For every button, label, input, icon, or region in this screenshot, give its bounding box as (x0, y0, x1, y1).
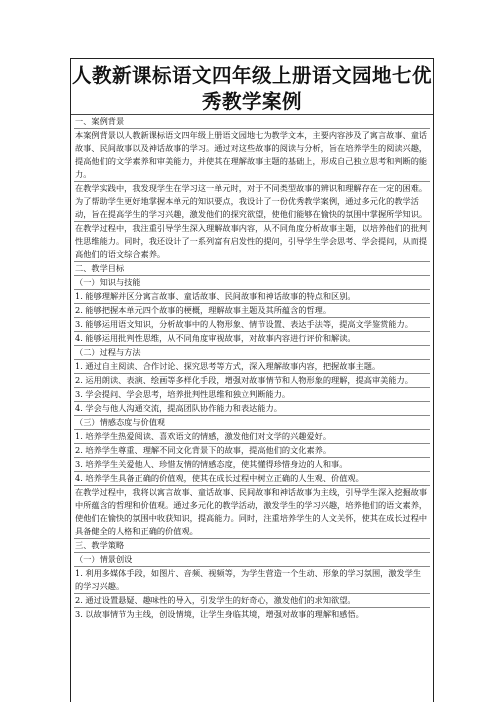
subheading: （二）过程与方法 (74, 346, 430, 360)
list-item: 4. 培养学生具备正确的价值观，使其在成长过程中树立正确的人生观、价值观。 (74, 472, 430, 486)
list-item: 2. 能够把握本单元四个故事的梗概，理解故事主题及其所蕴含的哲理。 (74, 304, 430, 318)
list-item: 1. 培养学生热爱阅读、喜欢语文的情感，激发他们对文学的兴趣爱好。 (74, 430, 430, 444)
section-heading-background: 一、案例背景 (74, 115, 430, 129)
list-item: 2. 培养学生尊重、理解不同文化背景下的故事，提高他们的文化素养。 (74, 444, 430, 458)
list-item: 1. 利用多媒体手段，如图片、音频、视频等，为学生营造一个生动、形象的学习氛围，激发学生的学习兴趣。 (74, 567, 430, 594)
list-item: 3. 学会提问、学会思考，培养批判性思维和独立判断能力。 (74, 388, 430, 402)
section-heading-goals: 二、教学目标 (74, 262, 430, 276)
list-item: 2. 运用朗读、表演、绘画等多样化手段，增强对故事情节和人物形象的理解，提高审美能力。 (74, 374, 430, 388)
paragraph: 在教学过程中，我注重引导学生深入理解故事内容，从不同角度分析故事主题，以培养他们的批判性思维能力。同时，我还设计了一系列富有启发性的提问，引导学生学会思考、学会提问，从而提高他们的语文综合素养。 (74, 222, 430, 262)
list-item: 3. 以故事情节为主线，创设情境，让学生身临其境，增强对故事的理解和感悟。 (75, 609, 364, 619)
list-item: 4. 学会与他人沟通交流，提高团队协作能力和表达能力。 (74, 402, 430, 416)
list-item: 4. 能够运用批判性思维，从不同角度审视故事，对故事内容进行评价和解读。 (74, 332, 430, 346)
document-body (71, 115, 433, 621)
paragraph: 本案例背景以人教新课标语文四年级上册语文园地七为教学文本，主要内容涉及了寓言故事、童话故事、民间故事以及神话故事的学习。通过对这些故事的阅读与分析，旨在培养学生的阅读兴趣，提高他们的文学素养和审美能力，并使其在理解故事主题的基础上，形成自己独立思考和判断的能力。 (74, 129, 430, 182)
list-item: 1. 能够理解并区分寓言故事、童话故事、民间故事和神话故事的特点和区别。 (74, 290, 430, 304)
list-item: 2. 通过设置悬疑、趣味性的导入，引发学生的好奇心，激发他们的求知欲望。 (74, 594, 430, 608)
paragraph: 在教学过程中，我将以寓言故事、童话故事、民间故事和神话故事为主线，引导学生深入挖掘故事中所蕴含的哲理和价值观。通过多元化的教学活动，激发学生的学习兴趣，培养他们的语文素养，使他们在愉快的氛围中收获知识，提高能力。同时，注重培养学生的人文关怀，使其在成长过程中具备健全的人格和正确的价值观。 (74, 486, 430, 539)
paragraph: 在教学实践中，我发现学生在学习这一单元时，对于不同类型故事的辨识和理解存在一定的困难。为了帮助学生更好地掌握本单元的知识要点，我设计了一份优秀教学案例，通过多元化的教学活动，旨在提高学生的学习兴趣，激发他们的探究欲望，使他们能够在愉快的氛围中掌握所学知识。 (74, 182, 430, 222)
document-title: 人教新课标语文四年级上册语文园地七优秀教学案例 (71, 59, 433, 115)
list-item: 3. 培养学生关爱他人、珍惜友情的情感态度，使其懂得珍惜身边的人和事。 (74, 458, 430, 472)
section-heading-strategy: 三、教学策略 (74, 539, 430, 553)
list-item: 1. 通过自主阅读、合作讨论、探究思考等方式，深入理解故事内容，把握故事主题。 (74, 360, 430, 374)
subheading: （一）情景创设 (74, 553, 430, 567)
list-item: 3. 能够运用语文知识，分析故事中的人物形象、情节设置、表达手法等，提高文学鉴赏能力。 (74, 318, 430, 332)
document-frame (70, 58, 434, 702)
subheading: （一）知识与技能 (74, 276, 430, 290)
subheading: （三）情感态度与价值观 (74, 416, 430, 430)
